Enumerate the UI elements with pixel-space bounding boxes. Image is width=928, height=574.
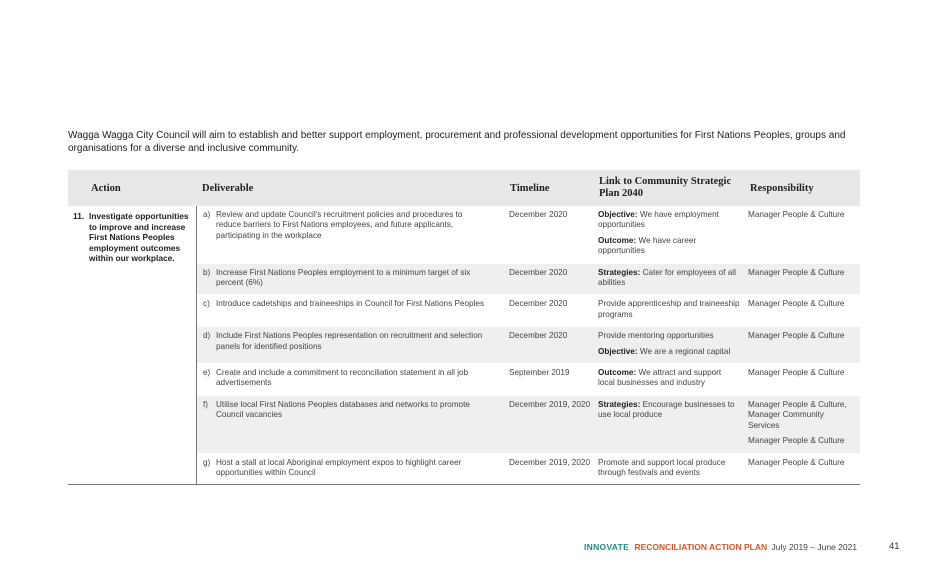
link-key: Strategies: (598, 267, 641, 277)
timeline-cell: September 2019 (509, 368, 570, 378)
responsibility-cell (748, 210, 852, 257)
action-number: 11. (73, 211, 85, 221)
deliverable-cell (197, 331, 509, 357)
responsibility-text: Manager People & Culture (748, 299, 845, 309)
link-cell (598, 210, 748, 257)
footer-innovate: INNOVATE (584, 542, 630, 552)
link-key: Outcome: (598, 235, 637, 245)
deliverable-cell (197, 458, 509, 479)
responsibility-text: Manager People & Culture (748, 267, 845, 277)
table-bottom-rule (68, 484, 860, 485)
deliverable-letter: d) (203, 331, 211, 341)
deliverable-text: Include First Nations Peoples representation on recruitment and selection panels for identified positions (216, 331, 483, 351)
action-table (68, 170, 860, 484)
timeline-cell: December 2020 (509, 331, 568, 341)
table-row (197, 326, 860, 363)
header-deliverable: Deliverable (202, 182, 254, 194)
timeline-cell: December 2019, 2020 (509, 399, 591, 409)
table-row (197, 395, 860, 453)
deliverable-letter: g) (203, 457, 211, 467)
footer-dates: July 2019 – June 2021 (771, 542, 858, 552)
link-cell (598, 268, 748, 289)
link-key: Objective: (598, 346, 638, 356)
deliverable-text: Utilise local First Nations Peoples databases and networks to promote Council vacancies (216, 399, 470, 420)
timeline-cell: December 2020 (509, 299, 568, 309)
link-entry (598, 458, 740, 479)
link-cell (598, 331, 748, 357)
link-cell (598, 458, 748, 479)
responsibility-cell (748, 268, 852, 289)
intro-paragraph: Wagga Wagga City Council will aim to establish and better support employment, procurement and professional development opportunities for First Nations Peoples, groups and organisations for a diverse and inclusive community. (68, 130, 846, 154)
deliverable-cell (197, 400, 509, 447)
deliverable-cell (197, 299, 509, 320)
link-text: Encourage businesses to use local produce (598, 399, 735, 420)
link-entry (598, 210, 740, 231)
link-cell (598, 368, 748, 389)
deliverable-letter: c) (203, 299, 210, 309)
responsibility-cell (748, 400, 852, 447)
deliverable-text: Host a stall at local Aboriginal employment expos to highlight career opportunities within Council (216, 457, 462, 477)
timeline-cell: December 2020 (509, 267, 568, 277)
header-action: Action (91, 182, 121, 194)
table-row (197, 206, 860, 263)
link-key: Strategies: (598, 399, 641, 409)
deliverable-letter: b) (203, 267, 211, 277)
deliverable-letter: a) (203, 210, 211, 219)
link-entry (598, 331, 740, 341)
link-text: We have career opportunities (598, 235, 697, 256)
link-text: Provide mentoring opportunities (598, 331, 714, 341)
link-text: Cater for employees of all abilities (598, 267, 736, 288)
responsibility-cell (748, 299, 852, 320)
link-cell (598, 299, 748, 320)
header-responsibility: Responsibility (750, 182, 814, 194)
deliverable-text: Increase First Nations Peoples employment to a minimum target of six percent (6%) (216, 267, 471, 288)
table-row (197, 263, 860, 295)
page-number: 41 (889, 541, 900, 552)
link-text: We attract and support local businesses and industry (598, 368, 722, 388)
deliverable-rows (196, 206, 860, 484)
deliverable-letter: f) (203, 399, 209, 409)
table-body (68, 206, 860, 484)
link-entry (598, 299, 740, 320)
deliverable-cell (197, 210, 509, 257)
responsibility-text: Manager People & Culture, Manager Community Services (748, 399, 847, 430)
deliverable-cell (197, 368, 509, 389)
responsibility-cell (748, 331, 852, 357)
table-row (197, 453, 860, 485)
header-timeline: Timeline (510, 182, 550, 194)
deliverable-letter: e) (203, 368, 211, 378)
link-key: Objective: (598, 210, 638, 219)
table-row (197, 363, 860, 395)
responsibility-text: Manager People & Culture (748, 331, 845, 341)
deliverable-text: Review and update Council's recruitment policies and procedures to reduce barriers to First Nations employees, and future applicants, participating in the workplace (216, 210, 463, 240)
responsibility-text: Manager People & Culture (748, 210, 845, 219)
action-cell (68, 206, 196, 484)
footer-rap: RECONCILIATION ACTION PLAN (634, 542, 768, 552)
action-text: Investigate opportunities to improve and increase First Nations Peoples employment outcomes within our workplace. (89, 211, 189, 263)
deliverable-cell (197, 268, 509, 289)
link-text: We have employment opportunities (598, 210, 719, 230)
responsibility-cell (748, 368, 852, 389)
link-text: We are a regional capital (639, 346, 731, 356)
responsibility-text: Manager People & Culture (748, 457, 845, 467)
timeline-cell: December 2019, 2020 (509, 457, 591, 467)
link-text: Promote and support local produce through festivals and events (598, 457, 726, 477)
responsibility-text: Manager People & Culture (748, 436, 845, 446)
link-text: Provide apprenticeship and traineeship programs (598, 299, 740, 319)
link-entry (598, 400, 740, 421)
link-entry (598, 268, 740, 289)
link-entry (598, 368, 740, 389)
link-cell (598, 400, 748, 447)
footer (584, 542, 857, 552)
responsibility-text: Manager People & Culture (748, 368, 845, 378)
deliverable-text: Create and include a commitment to reconciliation statement in all job advertisements (216, 368, 469, 388)
deliverable-text: Introduce cadetships and traineeships in Council for First Nations Peoples (216, 299, 485, 309)
table-row (197, 294, 860, 326)
timeline-cell: December 2020 (509, 210, 568, 219)
responsibility-cell (748, 458, 852, 479)
link-entry (598, 347, 740, 357)
link-entry (598, 236, 740, 257)
header-link: Link to Community Strategic Plan 2040 (599, 176, 732, 199)
table-header (68, 170, 860, 206)
link-key: Outcome: (598, 368, 637, 378)
